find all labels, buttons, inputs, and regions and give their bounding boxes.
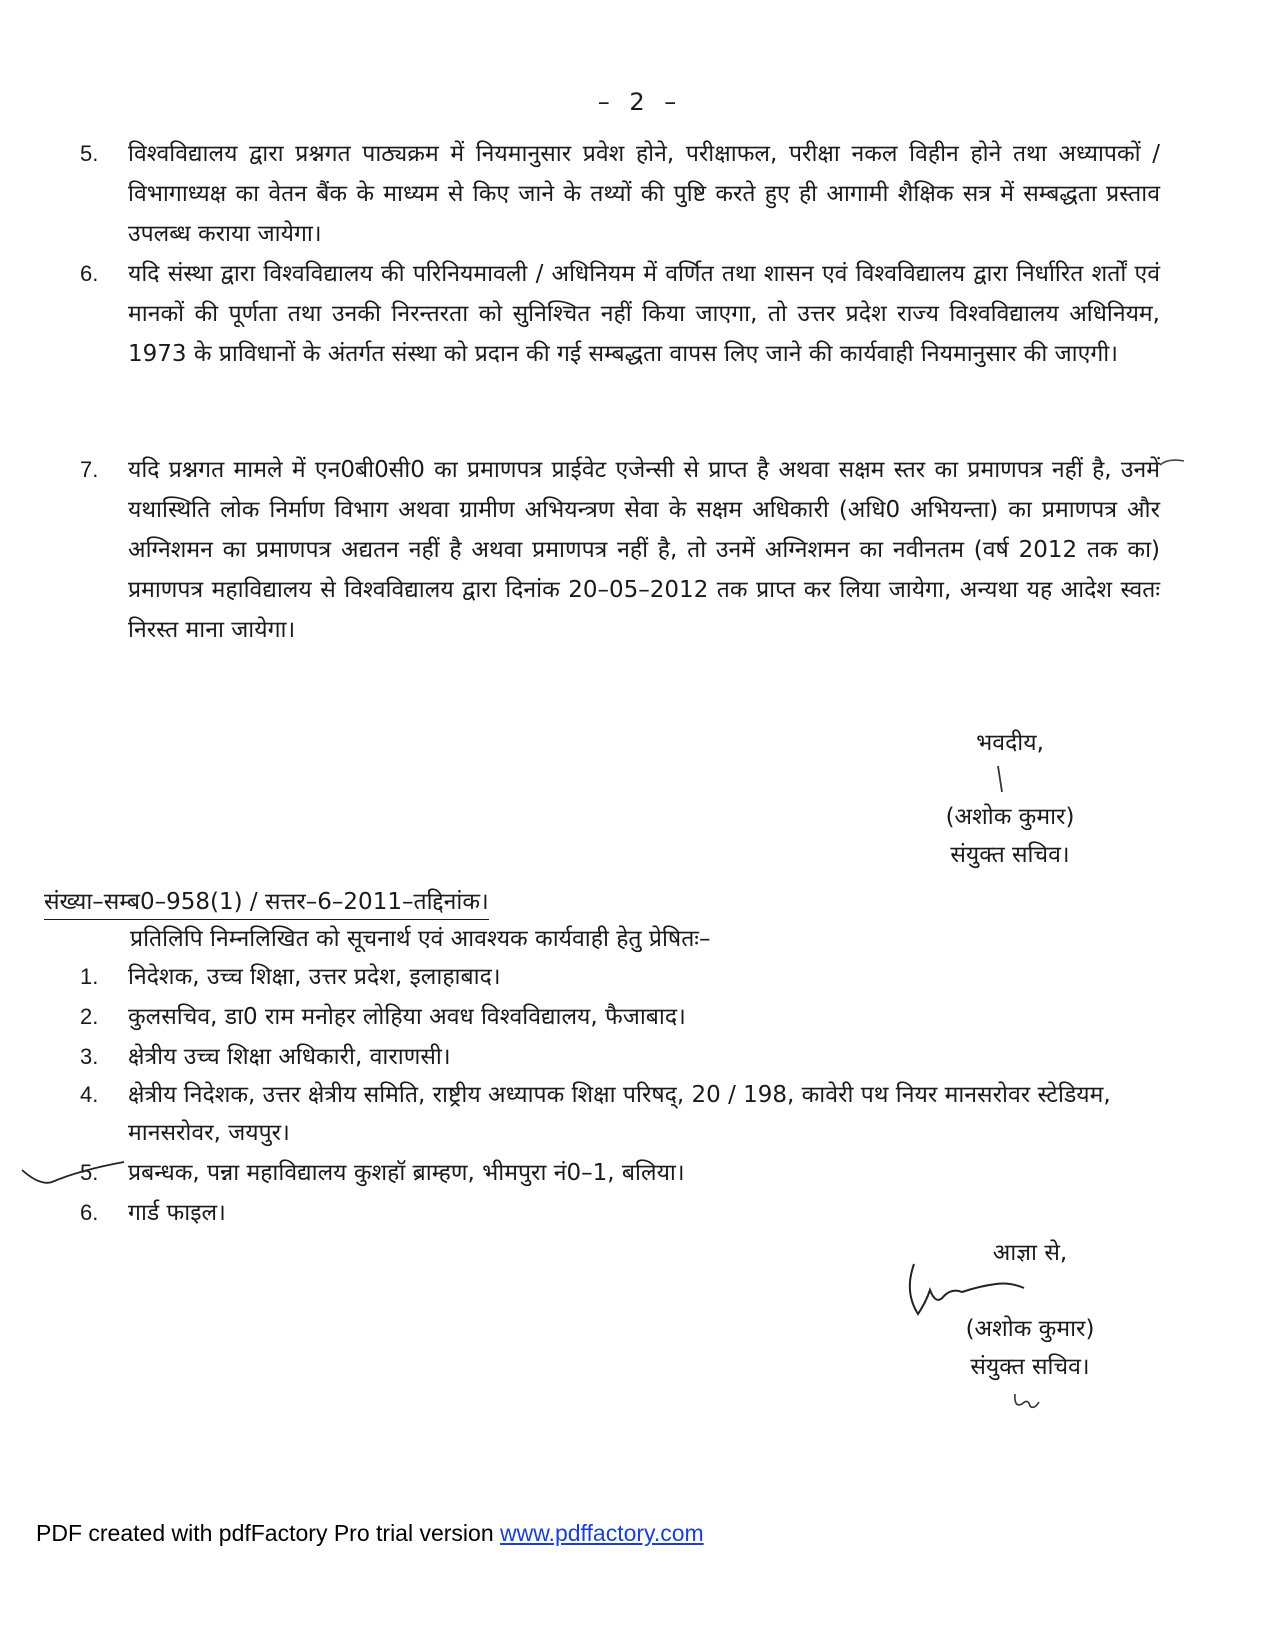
recipient-item [80, 1076, 1160, 1152]
condition-item-6 [80, 254, 1160, 374]
handwritten-initial-icon [1012, 1390, 1042, 1412]
recipient-text: प्रबन्धक, पन्ना महाविद्यालय कुशहॉ ब्राम्हण, भीमपुरा नं0–1, बलिया। [128, 1160, 685, 1186]
condition-item-7 [80, 450, 1160, 650]
signatory-designation: संयुक्त सचिव। [950, 842, 1070, 868]
condition-text: यदि संस्था द्वारा विश्वविद्यालय की परिनियमावली / अधिनियम में वर्णित तथा शासन एवं विश्वविद्यालय द्वारा निर्धारित शर्तों एवं मानकों की पूर्णता तथा उनकी निरन्तरता को सुनिश्चित नहीं किया जाएगा, तो उत्तर प्रदेश राज्य विश्वविद्यालय अधिनियम, 1973 के प्राविधानों के अंतर्गत संस्था को प्रदान की गई सम्बद्धता वापस लिए जाने की कार्यवाही नियमानुसार की जाएगी। [128, 261, 1160, 367]
recipient-text: क्षेत्रीय निदेशक, उत्तर क्षेत्रीय समिति, राष्ट्रीय अध्यापक शिक्षा परिषद्, 20 / 198, कावेरी पथ नियर मानसरोवर स्टेडियम, मानसरोवर, जयपुर। [128, 1082, 1111, 1146]
condition-number: 7. [80, 457, 99, 482]
signatory-designation: संयुक्त सचिव। [970, 1354, 1090, 1380]
recipient-number: 2. [80, 1004, 99, 1029]
recipient-text: निदेशक, उच्च शिक्षा, उत्तर प्रदेश, इलाहाबाद। [128, 964, 501, 990]
recipient-number: 1. [80, 964, 99, 989]
condition-text: यदि प्रश्नगत मामले में एन0बी0सी0 का प्रमाणपत्र प्राईवेट एजेन्सी से प्राप्त है अथवा सक्षम स्तर का प्रमाणपत्र नहीं है, उनमें यथास्थिति लोक निर्माण विभाग अथवा ग्रामीण अभियन्त्रण सेवा के सक्षम अधिकारी (अधि0 अभियन्ता) का प्रमाणपत्र और अग्निशमन का प्रमाणपत्र अद्यतन नहीं है अथवा प्रमाणपत्र नहीं है, तो उनमें अग्निशमन का नवीनतम (वर्ष 2012 तक का) प्रमाणपत्र महाविद्यालय से विश्वविद्यालय द्वारा दिनांक 20–05–2012 तक प्राप्त कर लिया जायेगा, अन्यथा यह आदेश स्वतः निरस्त माना जायेगा। [128, 457, 1160, 643]
copy-intro: प्रतिलिपि निम्नलिखित को सूचनार्थ एवं आवश्यक कार्यवाही हेतु प्रेषितः– [130, 926, 711, 952]
reference-number: संख्या–सम्ब0–958(1) / सत्तर–6–2011–तद्दिनांक। [44, 886, 489, 920]
condition-number: 5. [80, 141, 99, 166]
signatory-name: (अशोक कुमार) [965, 1316, 1095, 1342]
footer-link[interactable]: www.pdffactory.com [500, 1520, 704, 1546]
recipient-item [80, 998, 1160, 1036]
margin-tick-icon [1158, 456, 1188, 468]
recipient-item [80, 1038, 1160, 1076]
recipient-item [80, 1154, 1160, 1192]
recipient-text: क्षेत्रीय उच्च शिक्षा अधिकारी, वाराणसी। [128, 1044, 451, 1070]
signature-block-2-names [930, 1310, 1130, 1386]
recipient-number: 3. [80, 1044, 99, 1069]
page-number: – 2 – [597, 88, 683, 116]
condition-number: 6. [80, 261, 99, 286]
signatory-name: (अशोक कुमार) [945, 804, 1075, 830]
pdf-footer [36, 1520, 704, 1547]
condition-item-5 [80, 134, 1160, 254]
recipient-item [80, 958, 1160, 996]
recipient-item [80, 1194, 1160, 1232]
footer-text: PDF created with pdfFactory Pro trial version [36, 1520, 500, 1546]
recipient-number: 5. [80, 1160, 99, 1185]
recipient-number: 6. [80, 1200, 99, 1225]
signature-block-1 [900, 724, 1120, 874]
recipient-number: 4. [80, 1082, 99, 1107]
salutation: भवदीय, [976, 730, 1044, 756]
condition-text: विश्वविद्यालय द्वारा प्रश्नगत पाठ्यक्रम में नियमानुसार प्रवेश होने, परीक्षाफल, परीक्षा नकल विहीन होने तथा अध्यापकों / विभागाध्यक्ष का वेतन बैंक के माध्यम से किए जाने के तथ्यों की पुष्टि करते हुए ही आगामी शैक्षिक सत्र में सम्बद्धता प्रस्ताव उपलब्ध कराया जायेगा। [128, 141, 1160, 247]
recipient-text: कुलसचिव, डा0 राम मनोहर लोहिया अवध विश्वविद्यालय, फैजाबाद। [128, 1004, 686, 1030]
recipient-text: गार्ड फाइल। [128, 1200, 226, 1226]
handwritten-checkmark-icon [20, 1156, 130, 1196]
signature-mark [900, 762, 1120, 798]
salutation: आज्ञा से, [992, 1240, 1068, 1266]
